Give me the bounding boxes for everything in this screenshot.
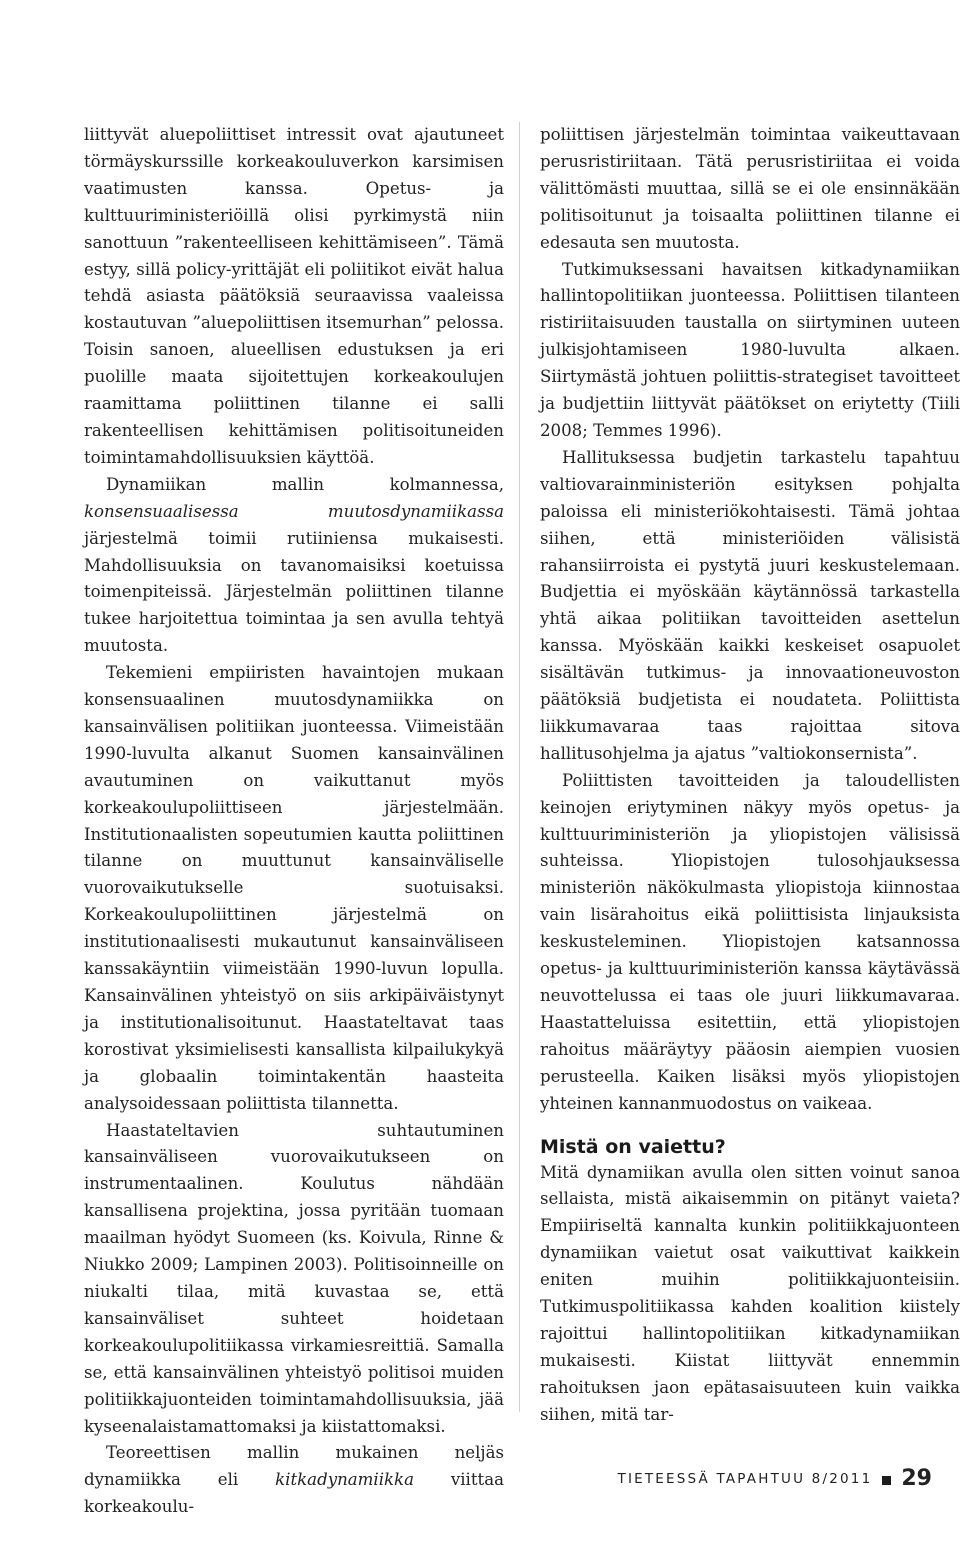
emphasis-term: konsensuaalisessa muutosdynamiikassa	[84, 501, 504, 521]
paragraph: Tekemieni empiiristen havaintojen mukaan konsensuaalinen muutosdynamiikka on kansainvälisen politiikan juonteessa. Viimeistään 1990-luvulta alkanut Suomen kansainvälinen avautuminen on vaikuttanut myös korkeakoulupoliittiseen järjestelmään. Institutionaalisten sopeutumien kautta poliittinen tilanne on muuttunut kansainväliselle vuorovaikutukselle suotuisaksi. Korkeakoulupoliittinen järjestelmä on institutionaalisesti mukautunut kansainväliseen kanssakäyntiin viimeistään 1990-luvun lopulla. Kansainvälinen yhteistyö on siis arkipäiväistynyt ja institutionalisoitunut. Haastateltavat taas korostivat yksimielisesti kansallista kilpailukykyä ja globaalin toimintakentän haasteita analysoidessaan poliittista tilannetta.	[84, 663, 504, 1113]
paragraph: Poliittisten tavoitteiden ja taloudellisten keinojen eriytyminen näkyy myös opetus- ja kulttuuriministeriön ja yliopistojen välisissä suhteissa. Yliopistojen tulosohjauksessa ministeriön näkökulmasta yliopistoja kiinnostaa vain lisärahoitus eikä poliittisista linjauksista keskusteleminen. Yliopistojen katsannossa opetus- ja kulttuuriministeriön kanssa käytävässä neuvottelussa ei taas ole juuri liikkumavaraa. Haastatteluissa esitettiin, että yliopistojen rahoitus määräytyy pääosin aiempien vuosien perusteella. Kaiken lisäksi myös yliopistojen yhteinen kannanmuodostus on vaikeaa.	[540, 770, 960, 1113]
right-column	[540, 122, 960, 1429]
paragraph: Mitä dynamiikan avulla olen sitten voinut sanoa sellaista, mistä aikaisemmin on pitänyt vaieta? Empiiriseltä kannalta kunkin politiikkajuonteen dynamiikan vaietut osat vaikuttivat kaikkein eniten muihin politiikkajuonteisiin. Tutkimuspolitiikassa kahden koalition kiistely rajoittui hallintopolitiikan kitkadynamiikan mukaisesti. Kiistat liittyvät ennemmin rahoituksen jaon epätasaisuuteen kuin vaikka siihen, mitä tar-	[540, 1162, 960, 1424]
paragraph-text: Teoreettisen mallin mukainen neljäs dynamiikka eli	[84, 1443, 504, 1490]
page-number: 29	[901, 1466, 932, 1491]
paragraph: liittyvät aluepoliittiset intressit ovat ajautuneet törmäyskurssille korkeakouluverkon karsimisen vaatimusten kanssa. Opetus- ja kulttuuriministeriöillä olisi pyrkimystä niin sanottuun ”rakenteelliseen kehittämiseen”. Tämä estyy, sillä policy-yrittäjät eli poliitikot eivät halua tehdä asiasta päätöksiä seuraavissa vaaleissa kostautuvan ”aluepoliittisen itsemurhan” pelossa. Toisin sanoen, alueellisen edustuksen ja eri puolille maata sijoitettujen korkeakoulujen raamittama poliittinen tilanne ei salli rakenteellisen kehittämisen politisoituneiden toimintamahdollisuuksien käyttöä.	[84, 125, 504, 467]
paragraph-text: viittaa korkeakoulu-	[84, 1470, 504, 1517]
section-heading: Mistä on vaiettu?	[540, 1135, 726, 1158]
paragraph	[84, 472, 504, 660]
publication-name: TIETEESSÄ TAPAHTUU 8/2011	[617, 1470, 873, 1487]
paragraph-text: Dynamiikan mallin kolmannessa,	[106, 474, 504, 494]
square-bullet-icon	[882, 1476, 891, 1485]
emphasis-term: kitkadynamiikka	[275, 1470, 415, 1490]
paragraph: Tutkimuksessani havaitsen kitkadynamiikan hallintopolitiikan juonteessa. Poliittisen tilanteen ristiriitaisuuden taustalla on siirtyminen uuteen julkisjohtamiseen 1980-luvulta alkaen. Siirtymästä johtuen poliittis-strategiset tavoitteet ja budjettiin liittyvät päätökset on eriytetty (Tiili 2008; Temmes 1996).	[540, 259, 960, 440]
column-divider	[519, 122, 520, 1412]
left-column	[84, 122, 504, 1521]
paragraph-text: järjestelmä toimii rutiiniensa mukaisesti. Mahdollisuuksia on tavanomaisiksi koetuissa toimenpiteissä. Järjestelmän poliittinen tilanne tukee harjoitettua toimintaa ja sen avulla tehtyä muutosta.	[84, 528, 504, 656]
paragraph: Hallituksessa budjetin tarkastelu tapahtuu valtiovarainministeriön esityksen pohjalta paloissa eli ministeriökohtaisesti. Tämä johtaa siihen, että ministeriöiden välisistä rahansiirroista ei pystytä juuri keskustelemaan. Budjettia ei myöskään käytännössä tarkastella yhtä aikaa politiikan tavoitteiden asettelun kanssa. Myöskään kaikki keskeiset osapuolet sisältävän tutkimus- ja innovaationeuvoston päätöksiä budjetista ei noudateta. Poliittista liikkumavaraa taas rajoittaa sitova hallitusohjelma ja ajatus ”valtiokonsernista”.	[540, 447, 960, 763]
paragraph: poliittisen järjestelmän toimintaa vaikeuttavaan perusristiriitaan. Tätä perusristiriitaa ei voida välittömästi muuttaa, sillä se ei ole ensinnäkään politisoitunut ja toisaalta poliittinen tilanne ei edesauta sen muutosta.	[540, 125, 960, 252]
page-footer	[618, 1466, 933, 1491]
paragraph: Haastateltavien suhtautuminen kansainväliseen vuorovaikutukseen on instrumentaalinen. Koulutus nähdään kansallisena projektina, jossa pyritään tuomaan maailman hyödyt Suomeen (ks. Koivula, Rinne & Niukko 2009; Lampinen 2003). Politisoinneille on niukalti tilaa, mitä kuvastaa se, että kansainväliset suhteet hoidetaan korkeakoulupolitiikassa virkamiesreittiä. Samalla se, että kansainvälinen yhteistyö politisoi muiden politiikkajuonteiden toimintamahdollisuuksia, jää kyseenalaistamattomaksi ja kiistattomaksi.	[84, 1120, 504, 1436]
paragraph	[84, 1440, 504, 1521]
